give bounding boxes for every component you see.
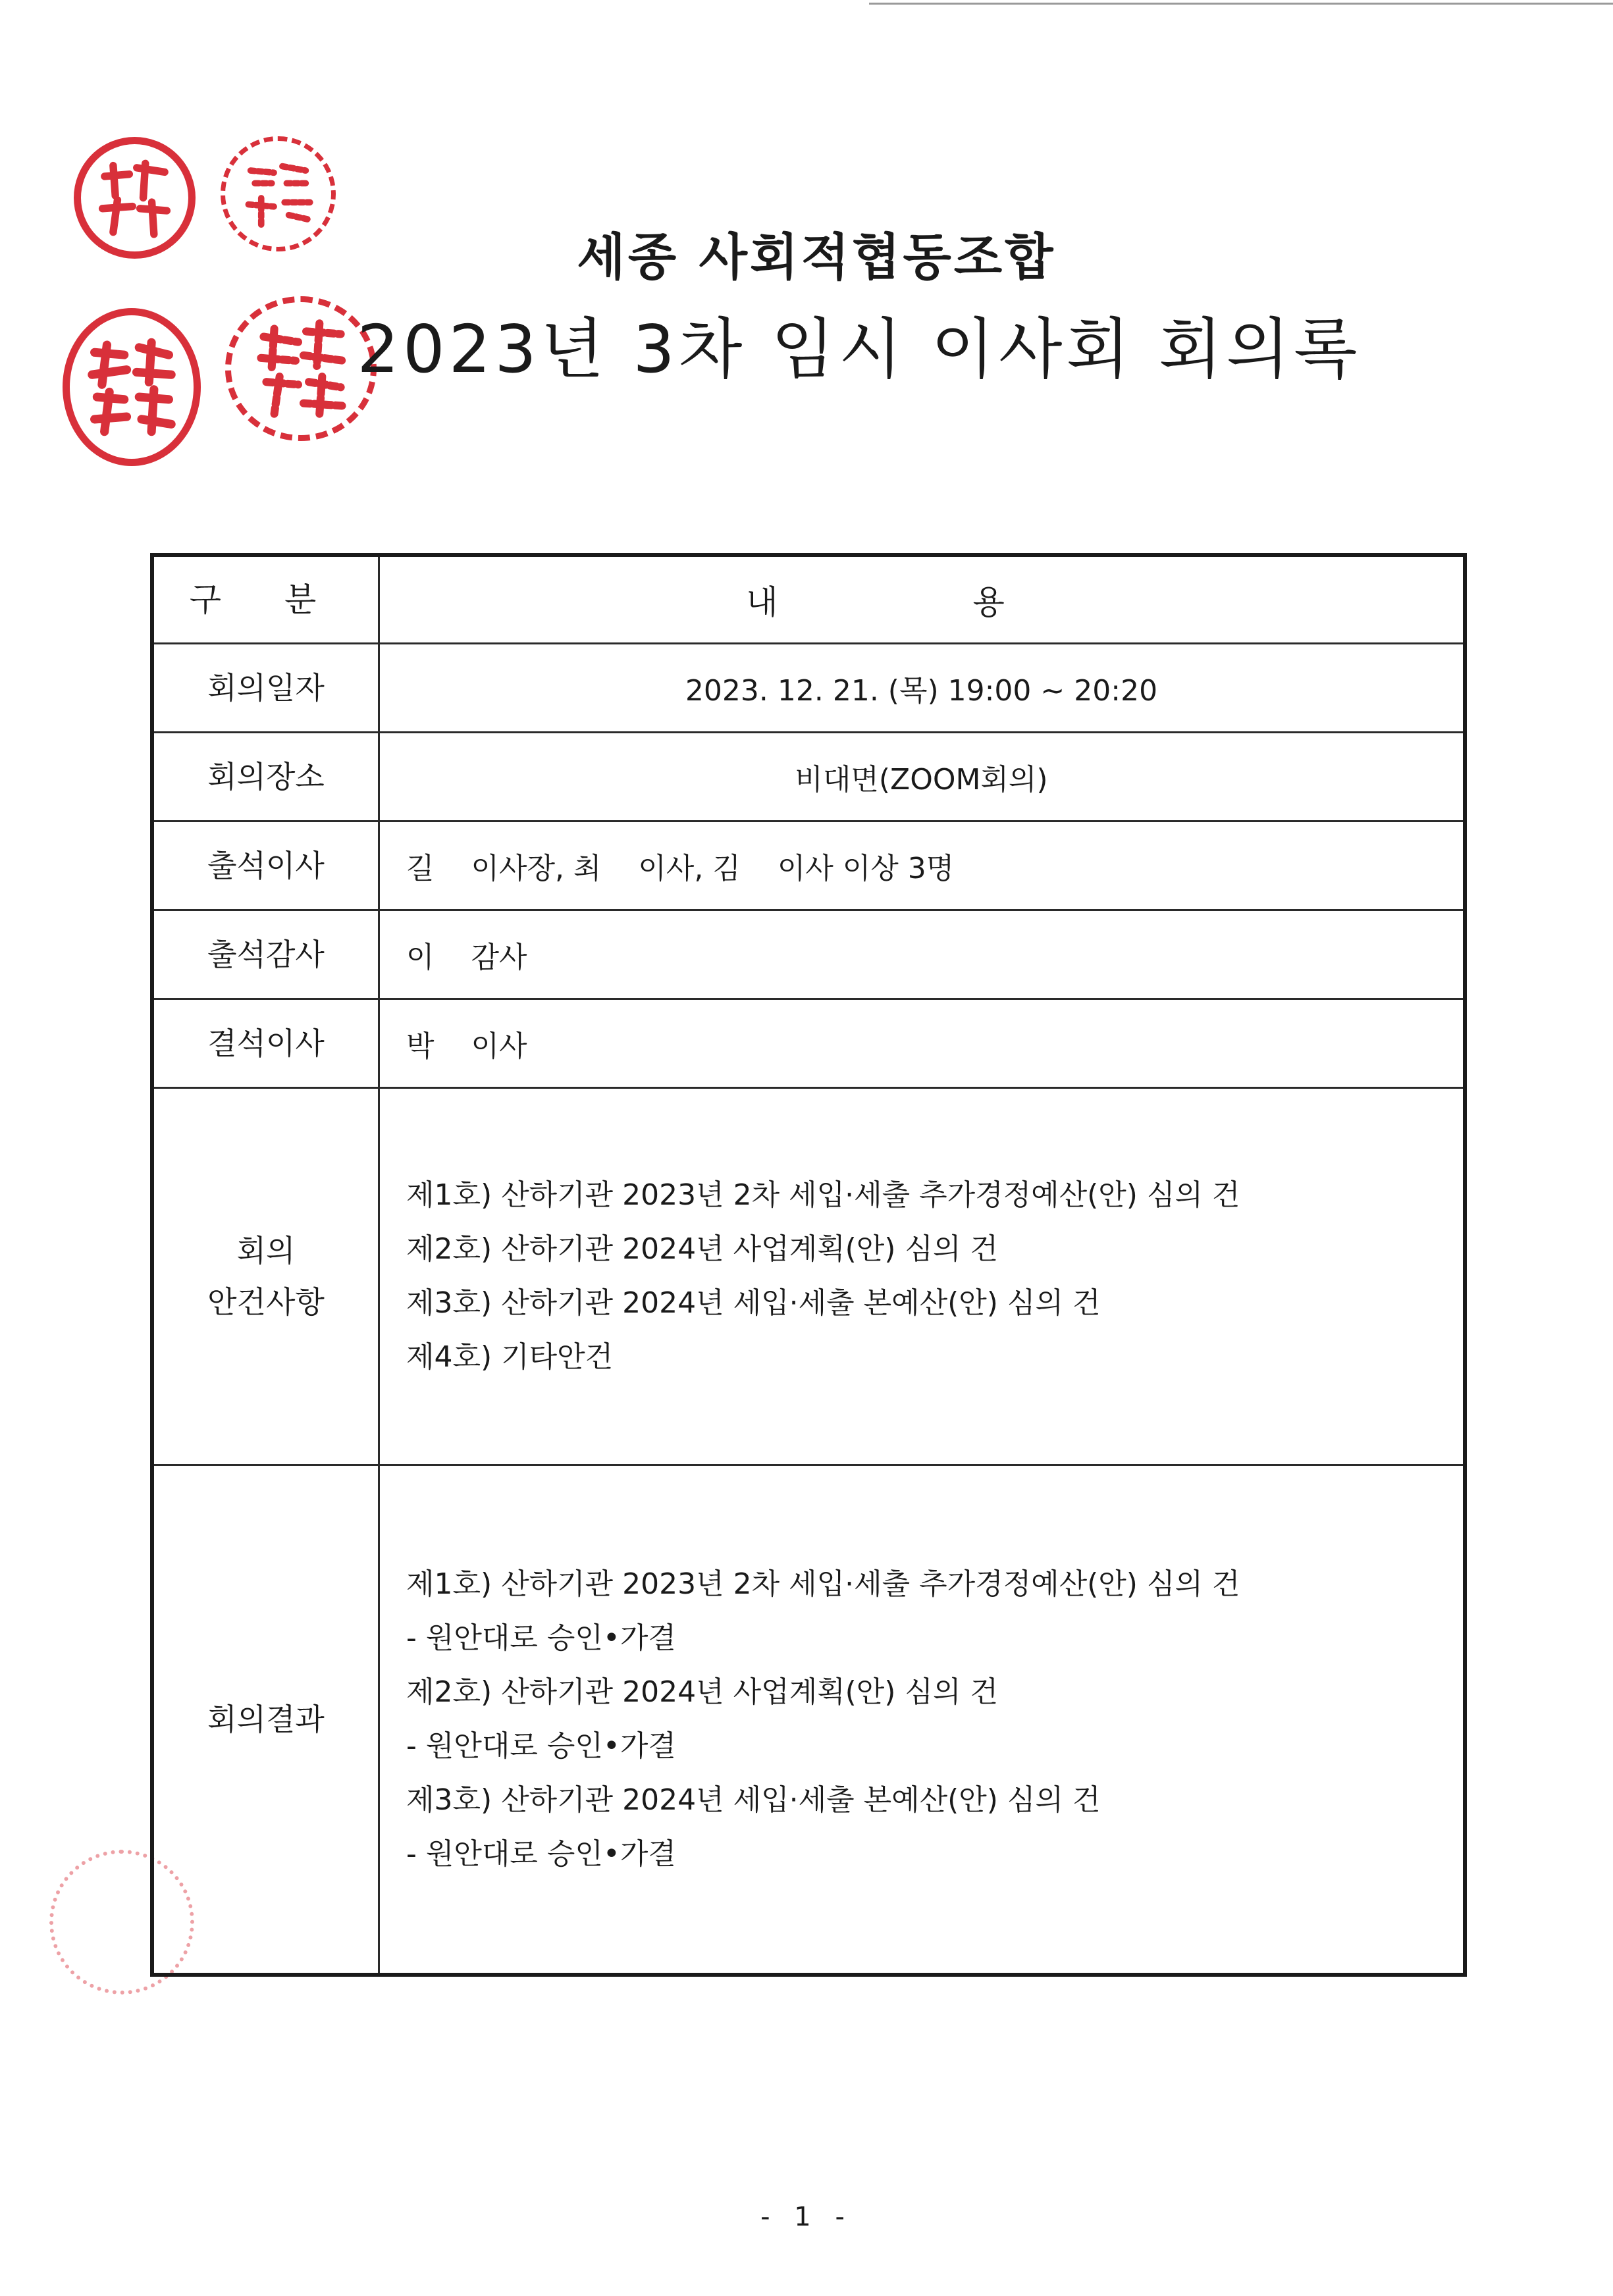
label-absent-directors: 결석이사 (152, 999, 379, 1088)
table-row-date (152, 644, 1465, 733)
table-row-attending-directors (152, 822, 1465, 910)
table-header-row (152, 555, 1465, 644)
agenda-item: 제2호) 산하기관 2024년 사업계획(안) 심의 건 (406, 1232, 998, 1266)
result-line: - 원안대로 승인•가결 (406, 1729, 676, 1763)
label-meeting-date: 회의일자 (152, 644, 379, 733)
document-title-org: 세종 사회적협동조합 (577, 228, 1056, 286)
top-edge-line (869, 3, 1613, 5)
label-agenda-line2: 안건사항 (207, 1284, 325, 1320)
result-line: 제1호) 산하기관 2023년 2차 세입·세출 추가경정예산(안) 심의 건 (406, 1567, 1240, 1601)
value-attending-auditor: 이 감사 (379, 910, 1466, 999)
label-attending-auditor: 출석감사 (152, 910, 379, 999)
table-row-agenda (152, 1088, 1465, 1465)
value-meeting-place: 비대면(ZOOM회의) (379, 733, 1466, 822)
label-agenda (152, 1088, 379, 1465)
header-category: 구 분 (152, 555, 379, 644)
value-meeting-date: 2023. 12. 21. (목) 19:00 ~ 20:20 (379, 644, 1466, 733)
table-row-attending-auditor (152, 910, 1465, 999)
agenda-item: 제3호) 산하기관 2024년 세입·세출 본예산(안) 심의 건 (406, 1286, 1101, 1320)
header-content: 내 용 (379, 555, 1466, 644)
label-agenda-line1: 회의 (236, 1232, 296, 1268)
label-attending-directors: 출석이사 (152, 822, 379, 910)
result-line: - 원안대로 승인•가결 (406, 1837, 676, 1871)
minutes-table (150, 553, 1467, 1977)
document-title: 2023년 3차 임시 이사회 회의록 (357, 311, 1362, 388)
agenda-item: 제1호) 산하기관 2023년 2차 세입·세출 추가경정예산(안) 심의 건 (406, 1178, 1240, 1212)
value-attending-directors: 길 이사장, 최 이사, 김 이사 이상 3명 (379, 822, 1466, 910)
page-number: - 1 - (760, 2202, 853, 2232)
table-row-results (152, 1465, 1465, 1975)
result-line: 제2호) 산하기관 2024년 사업계획(안) 심의 건 (406, 1675, 998, 1709)
label-results: 회의결과 (152, 1465, 379, 1975)
agenda-list (379, 1088, 1466, 1465)
value-absent-directors: 박 이사 (379, 999, 1466, 1088)
label-meeting-place: 회의장소 (152, 733, 379, 822)
table-row-place (152, 733, 1465, 822)
table-row-absent-directors (152, 999, 1465, 1088)
result-line: - 원안대로 승인•가결 (406, 1621, 676, 1655)
results-list (379, 1465, 1466, 1975)
agenda-item: 제4호) 기타안건 (406, 1340, 614, 1374)
result-line: 제3호) 산하기관 2024년 세입·세출 본예산(안) 심의 건 (406, 1783, 1101, 1817)
